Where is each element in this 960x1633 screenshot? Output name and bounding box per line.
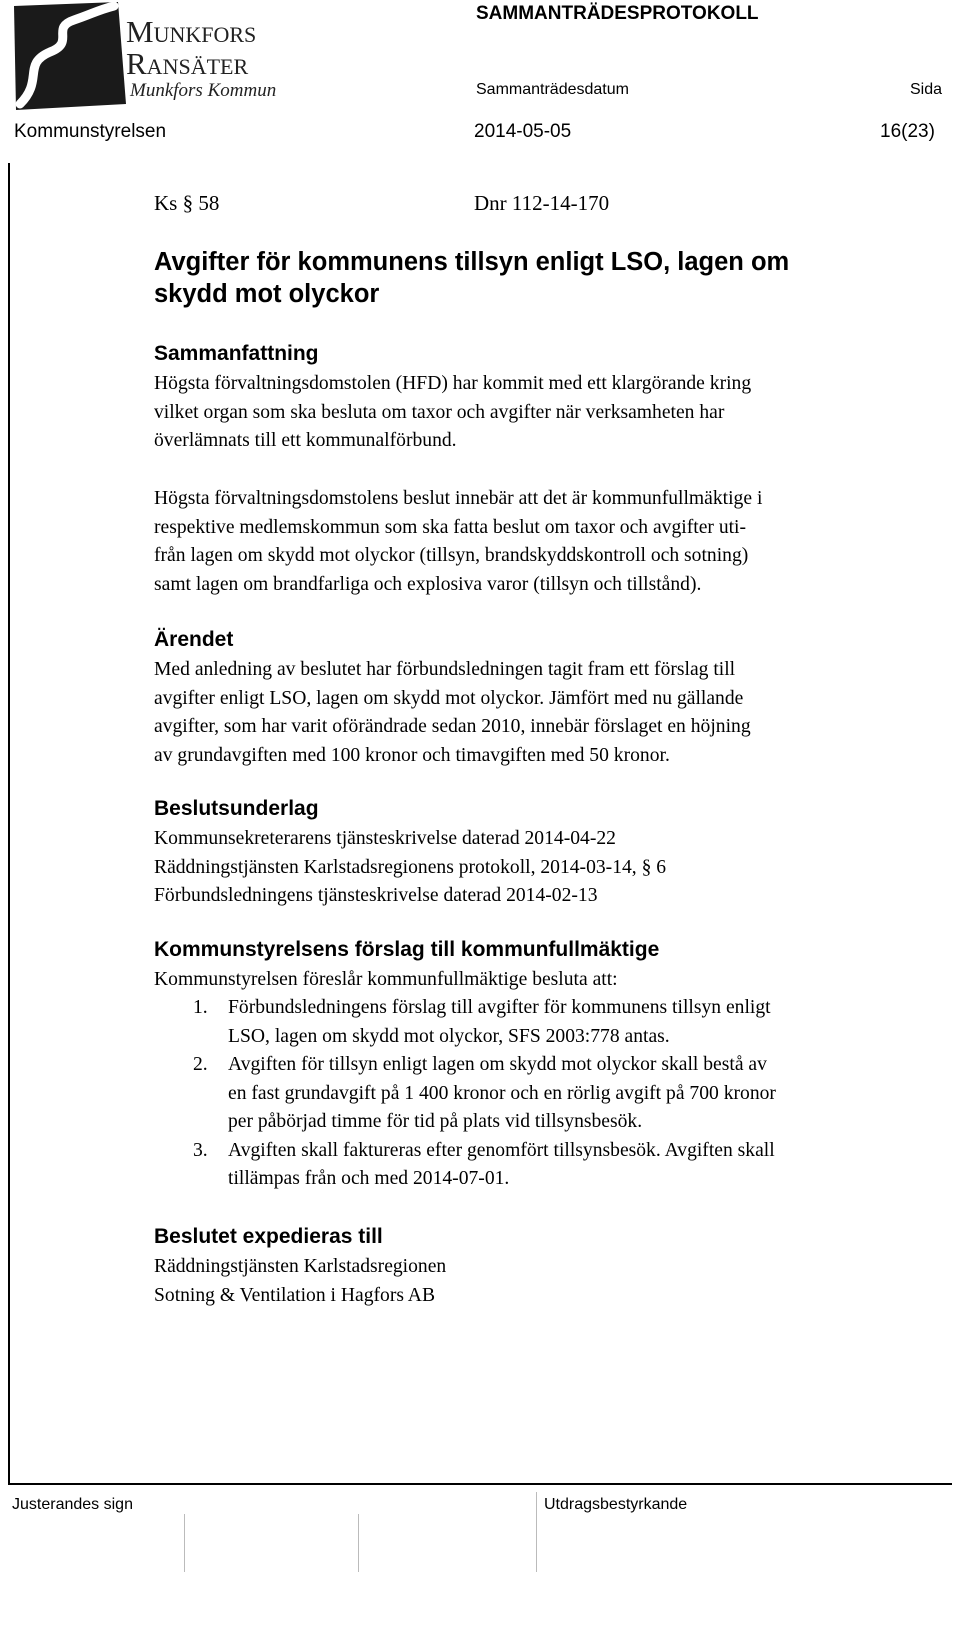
list-item: 3. Avgiften skall faktureras efter genomfört tillsynsbesök. Avgiften skall tillämpas från och med 2014-07-01. [193,1139,775,1189]
signature-box-divider [536,1492,537,1572]
logo-line2: Ransäter [126,46,249,81]
page-label: Sida [910,81,943,98]
registration-number: Dnr 112-14-170 [474,191,610,215]
page-number: 16(23) [880,121,935,142]
signature-box-divider [358,1514,359,1572]
footer-rule [8,1483,952,1485]
proposal-intro: Kommunstyrelsen föreslår kommunfullmäktige besluta att: [154,969,618,990]
signature-label: Justerandes sign [12,1496,133,1513]
basis-item: Förbundsledningens tjänsteskrivelse daterad 2014-02-13 [154,885,598,906]
page-title [154,246,914,310]
header-divider [8,163,10,1483]
basis-item: Räddningstjänsten Karlstadsregionens protokoll, 2014-03-14, § 6 [154,856,667,878]
case-paragraph: Med anledning av beslutet har förbundsledningen tagit fram ett förslag till avgifter enligt LSO, lagen om skydd mot olyckor. Jämfört med nu gällande avgifter, som har varit oförändrade sedan 2010, innebär förslaget en höjning av grundavgiften med 100 kronor och timavgiften med 50 kronor. [154,659,751,766]
heading-sammanfattning: Sammanfattning [154,342,319,365]
recipient: Räddningstjänsten Karlstadsregionen [154,1256,447,1277]
river-emblem-icon [14,2,126,110]
document-type: SAMMANTRÄDESPROTOKOLL [476,3,759,24]
signature-box-divider [184,1514,185,1572]
munkfors-ransater-logo [14,0,304,112]
heading-beslutsunderlag: Beslutsunderlag [154,797,319,820]
recipient: Sotning & Ventilation i Hagfors AB [154,1284,436,1306]
case-number: Ks § 58 [154,191,220,215]
decision-basis-list [154,825,934,911]
logo-line1: Munkfors [126,14,257,49]
logo-tagline: Munkfors Kommun [130,80,277,101]
title-line: skydd mot olyckor [154,280,380,308]
proposal-list [154,994,934,1194]
committee-name: Kommunstyrelsen [14,121,167,142]
heading-arendet: Ärendet [154,628,234,651]
heading-forslag: Kommunstyrelsens förslag till kommunfullmäktige [154,938,660,961]
summary-paragraph-1: Högsta förvaltningsdomstolen (HFD) har kommit med ett klargörande kring vilket organ som ska besluta om taxor och avgifter när verksamheten har överlämnats till ett kommunalförbund. [154,373,752,451]
certification-label: Utdragsbestyrkande [544,1496,688,1513]
date-label: Sammanträdesdatum [476,81,629,98]
summary-paragraph-2: Högsta förvaltningsdomstolens beslut innebär att det är kommunfullmäktige i respektive medlemskommun som ska fatta beslut om taxor och avgifter uti- från lagen om skydd mot olyckor (tillsyn, brandskyddskontroll och sotning) samt lagen om brandfarliga och explosiva varor (tillsyn och tillstånd). [154,488,763,595]
list-item: 2. Avgiften för tillsyn enligt lagen om skydd mot olyckor skall bestå av en fast grundavgift på 1 400 kronor och en rörlig avgift på 700 kronor per påbörjad timme för tid på plats vid tillsynsbesök. [193,1054,776,1132]
heading-expedieras: Beslutet expedieras till [154,1225,383,1248]
basis-item: Kommunsekreterarens tjänsteskrivelse daterad 2014-04-22 [154,828,616,849]
distribution-list [154,1253,934,1310]
meeting-date: 2014-05-05 [474,121,572,142]
title-line: Avgifter för kommunens tillsyn enligt LSO, lagen om [154,248,790,276]
list-item: 1. Förbundsledningens förslag till avgifter för kommunens tillsyn enligt LSO, lagen om skydd mot olyckor, SFS 2003:778 antas. [193,997,771,1047]
